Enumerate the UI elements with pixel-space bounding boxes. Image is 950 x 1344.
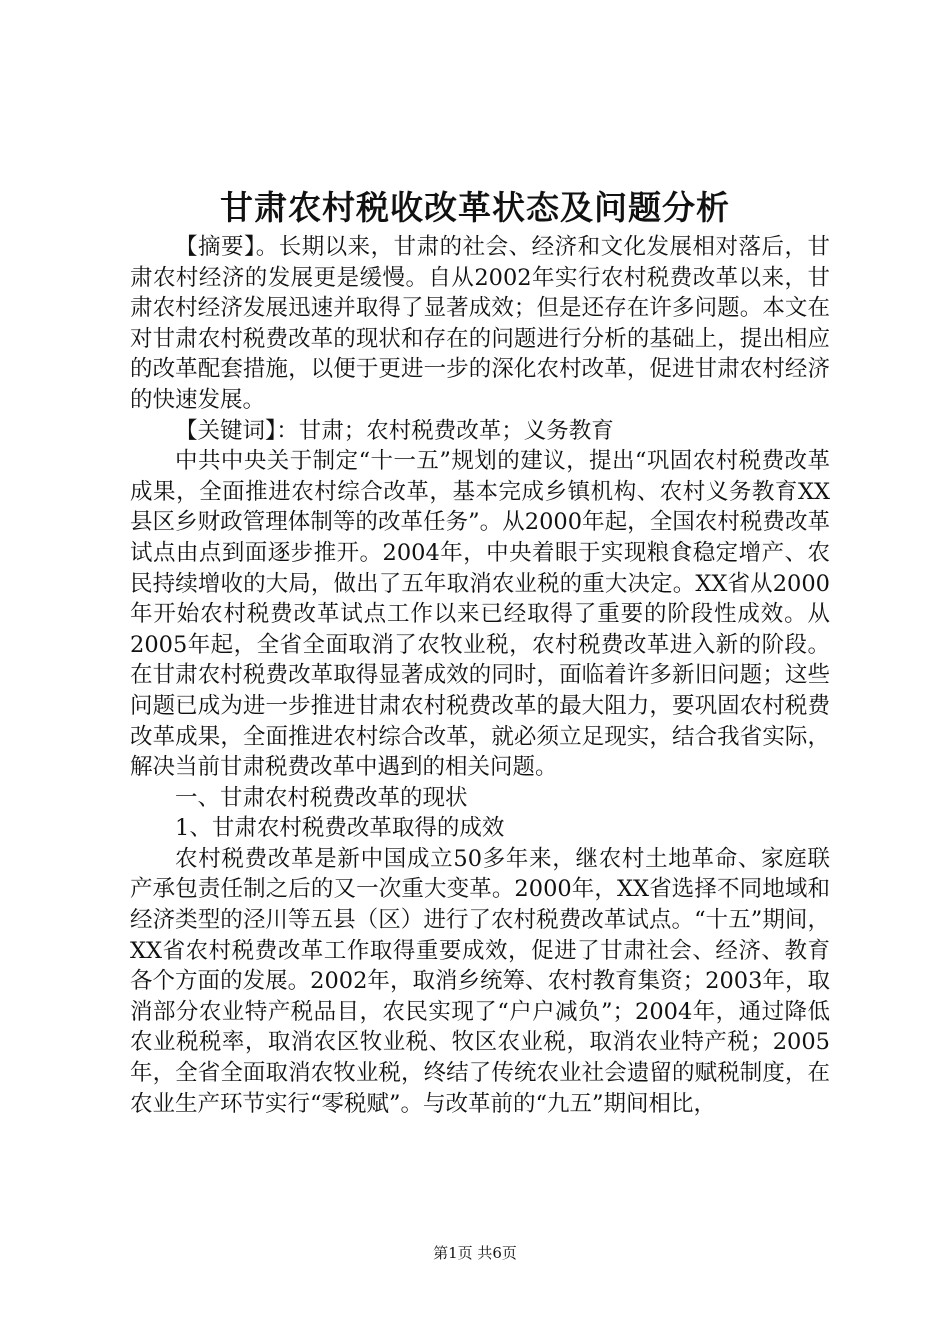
- body-paragraph: 农村税费改革是新中国成立50多年来，继农村土地革命、家庭联产承包责任制之后的又一次重大变革。2000年，XX省选择不同地域和经济类型的泾川等五县（区）进行了农村税费改革试点。“十五”期间，XX省农村税费改革工作取得重要成效，促进了甘肃社会、经济、教育各个方面的发展。2002年，取消乡统筹、农村教育集资；2003年，取消部分农业特产税品目，农民实现了“户户减负”；2004年，通过降低农业税税率，取消农区牧业税、牧区农业税，取消农业特产税；2005年，全省全面取消农牧业税，终结了传统农业社会遗留的赋税制度，在农业生产环节实行“零税赋”。与改革前的“九五”期间相比，: [130, 845, 830, 1117]
- document-title: 甘肃农村税收改革状态及问题分析: [220, 188, 730, 227]
- keywords-paragraph: 【关键词】：甘肃；农村税费改革；义务教育: [175, 417, 614, 444]
- intro-paragraph: 中共中央关于制定“十一五”规划的建议，提出“巩固农村税费改革成果，全面推进农村综合改革，基本完成乡镇机构、农村义务教育XX县区乡财政管理体制等的改革任务”。从2000年起，全国农村税费改革试点由点到面逐步推开。2004年，中央着眼于实现粮食稳定增产、农民持续增收的大局，做出了五年取消农业税的重大决定。XX省从2000年开始农村税费改革试点工作以来已经取得了重要的阶段性成效。从2005年起，全省全面取消了农牧业税，农村税费改革进入新的阶段。在甘肃农村税费改革取得显著成效的同时，面临着许多新旧问题；这些问题已成为进一步推进甘肃农村税费改革的最大阻力，要巩固农村税费改革成果，全面推进农村综合改革，就必须立足现实，结合我省实际，解决当前甘肃税费改革中遇到的相关问题。: [130, 448, 830, 781]
- subsection-heading: 1、甘肃农村税费改革取得的成效: [175, 815, 505, 842]
- section-heading: 一、甘肃农村税费改革的现状: [175, 784, 468, 811]
- page-footer: 第1页 共6页: [433, 1244, 517, 1262]
- document-body: [130, 232, 830, 1119]
- abstract-paragraph: 【摘要】。长期以来，甘肃的社会、经济和文化发展相对落后，甘肃农村经济的发展更是缓慢。自从2002年实行农村税费改革以来，甘肃农村经济发展迅速并取得了显著成效；但是还存在许多问题。本文在对甘肃农村税费改革的现状和存在的问题进行分析的基础上，提出相应的改革配套措施，以便于更进一步的深化农村改革，促进甘肃农村经济的快速发展。: [130, 234, 830, 413]
